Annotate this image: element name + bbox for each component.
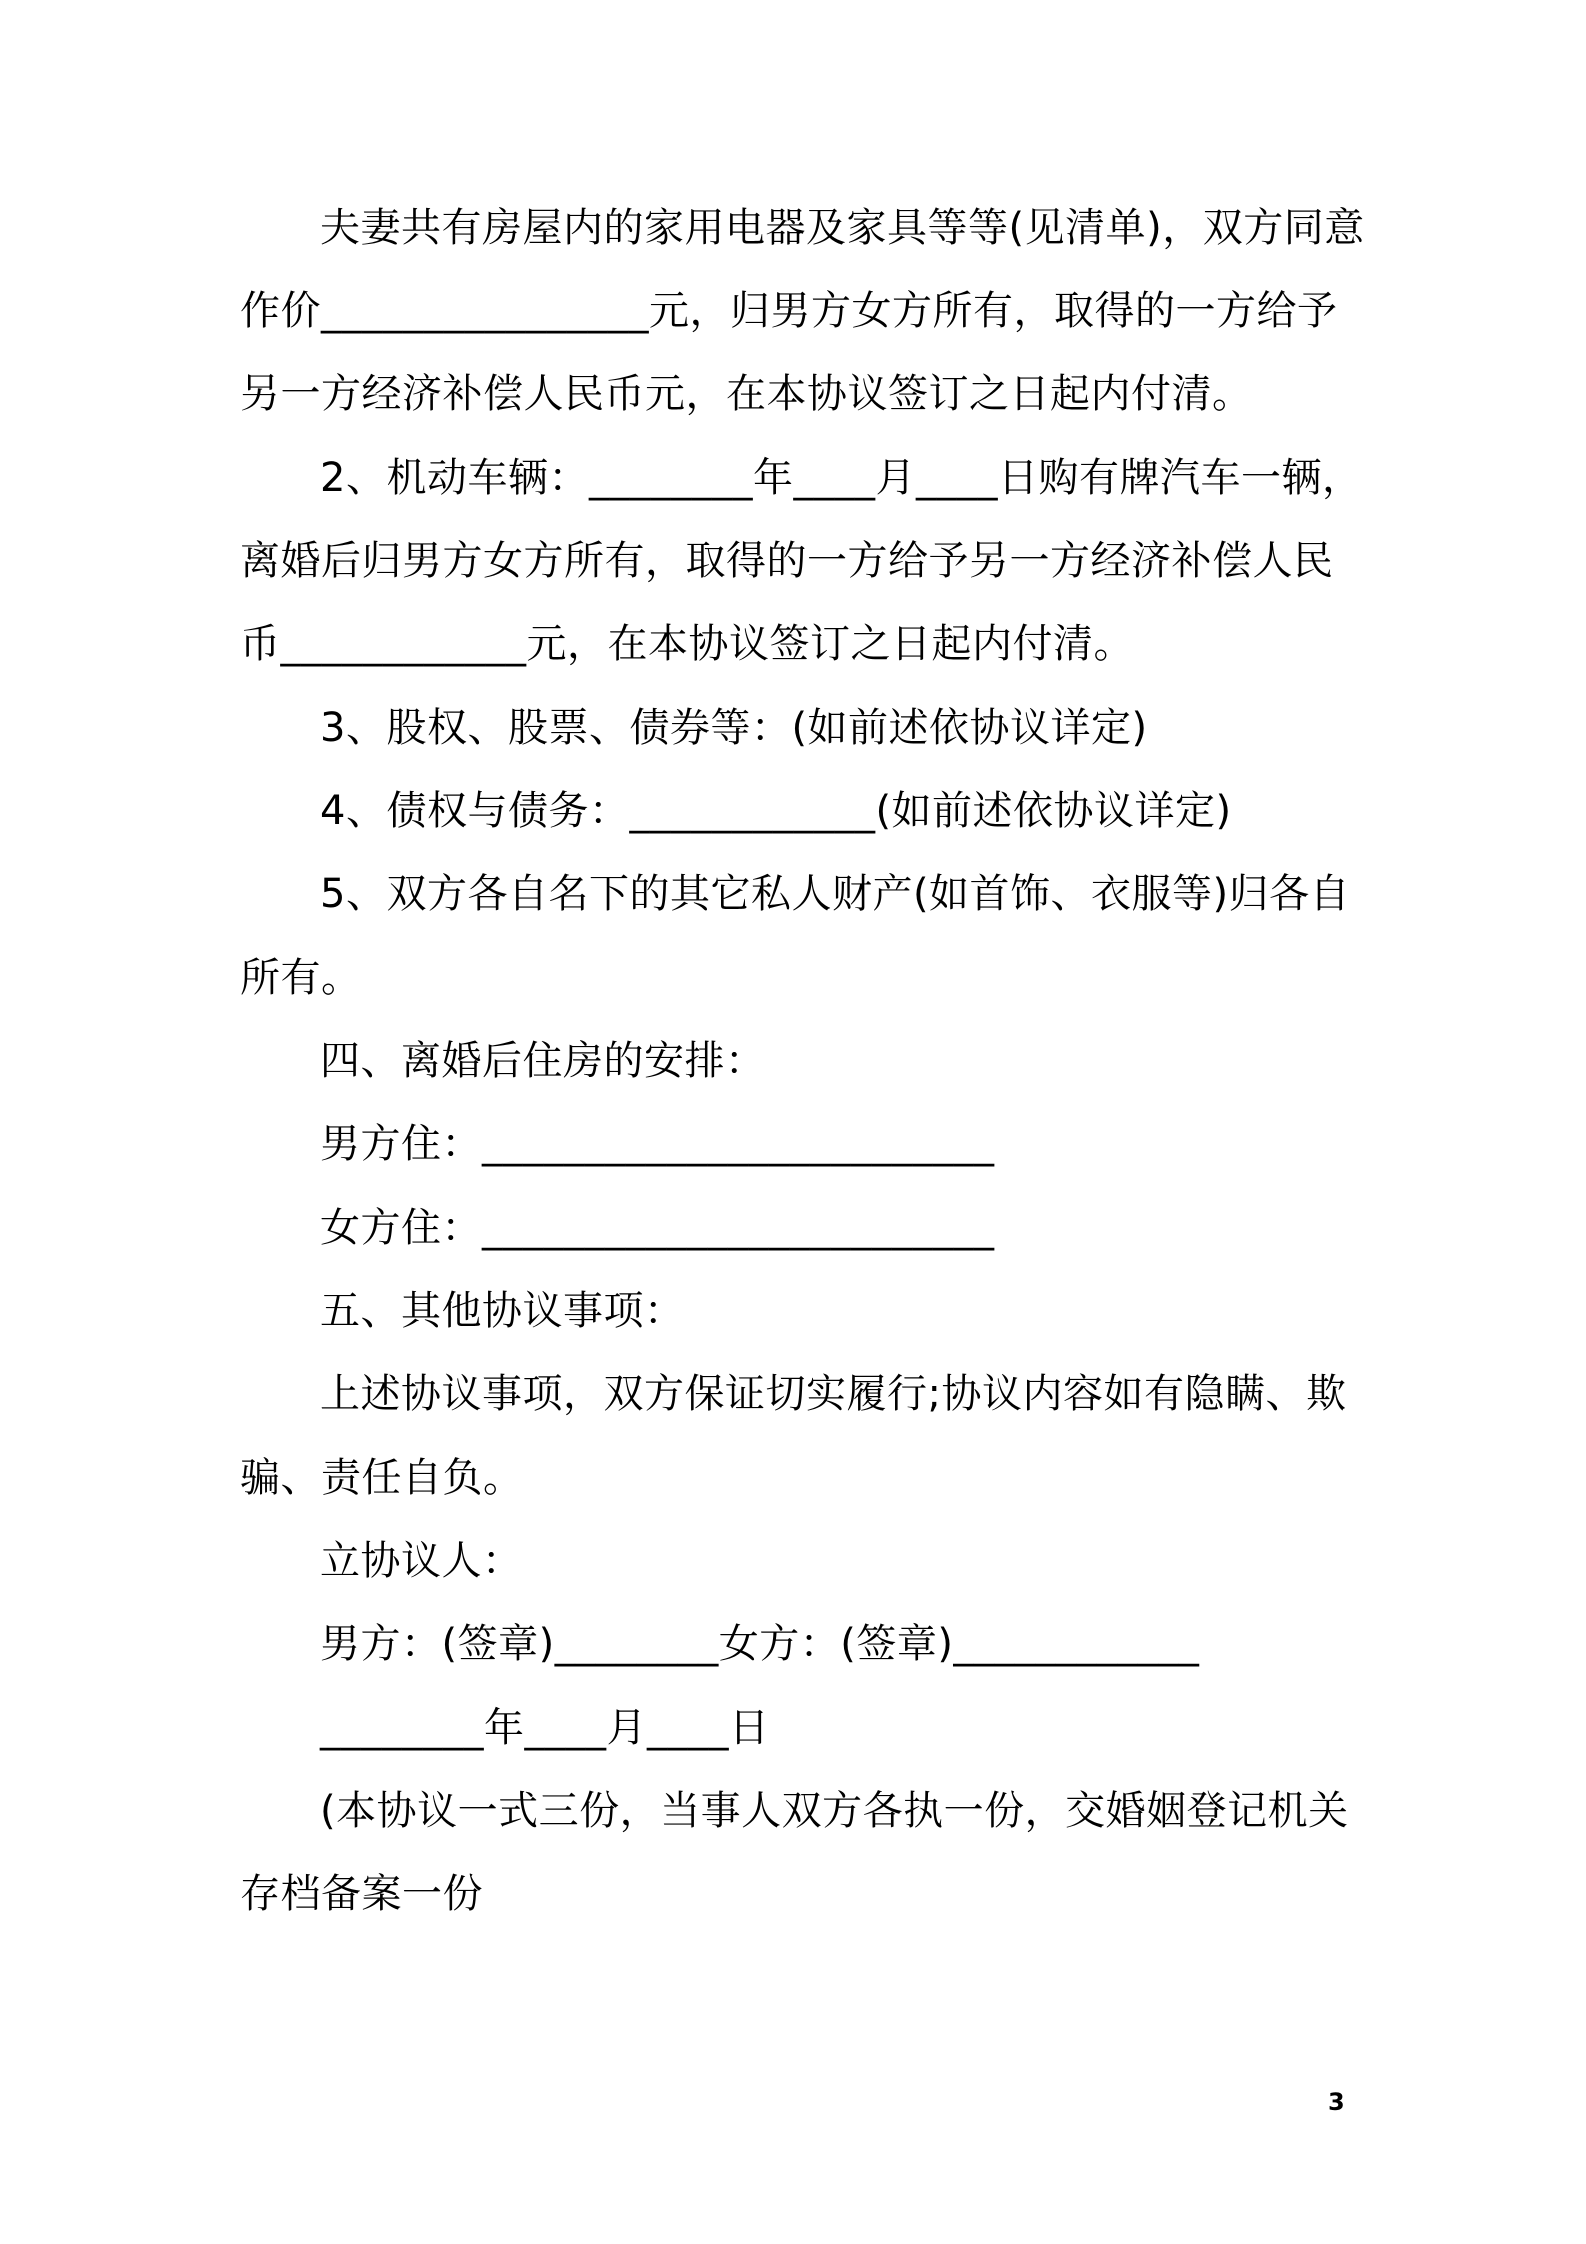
signature-line: 男方：(签章)________女方：(签章)____________: [320, 1621, 1200, 1667]
paragraph-line: 作价________________元，归男方女方所有，取得的一方给予: [240, 288, 1338, 334]
paragraph-line: 骗、责任自负。: [240, 1455, 524, 1501]
paragraph-line: 2、机动车辆：________年____月____日购有牌汽车一辆，: [320, 455, 1363, 501]
paragraph-line: 离婚后归男方女方所有，取得的一方给予另一方经济补偿人民: [240, 538, 1334, 584]
paragraph-line: 另一方经济补偿人民币元，在本协议签订之日起内付清。: [240, 371, 1253, 417]
paragraph-line: 4、债权与债务：____________(如前述依协议详定): [320, 788, 1232, 834]
paragraph-line: 存档备案一份: [240, 1871, 483, 1917]
paragraph-line: 3、股权、股票、债券等：(如前述依协议详定): [320, 705, 1148, 751]
paragraph-line: 上述协议事项，双方保证切实履行;协议内容如有隐瞒、欺: [320, 1371, 1347, 1417]
section-heading: 五、其他协议事项：: [320, 1288, 685, 1334]
paragraph-line: 5、双方各自名下的其它私人财产(如首饰、衣服等)归各自: [320, 871, 1351, 917]
section-heading: 四、离婚后住房的安排：: [320, 1038, 766, 1084]
paragraph-line: 所有。: [240, 955, 362, 1001]
paragraph-line: 女方住：_________________________: [320, 1205, 995, 1251]
signatory-label: 立协议人：: [320, 1538, 523, 1584]
date-line: ________年____月____日: [320, 1705, 770, 1751]
paragraph-line: 男方住：_________________________: [320, 1121, 995, 1167]
page-number: 3: [1328, 2088, 1345, 2116]
paragraph-line: 币____________元，在本协议签订之日起内付清。: [240, 621, 1134, 667]
paragraph-line: 夫妻共有房屋内的家用电器及家具等等(见清单)，双方同意: [320, 205, 1365, 251]
paragraph-line: (本协议一式三份，当事人双方各执一份，交婚姻登记机关: [320, 1788, 1349, 1834]
